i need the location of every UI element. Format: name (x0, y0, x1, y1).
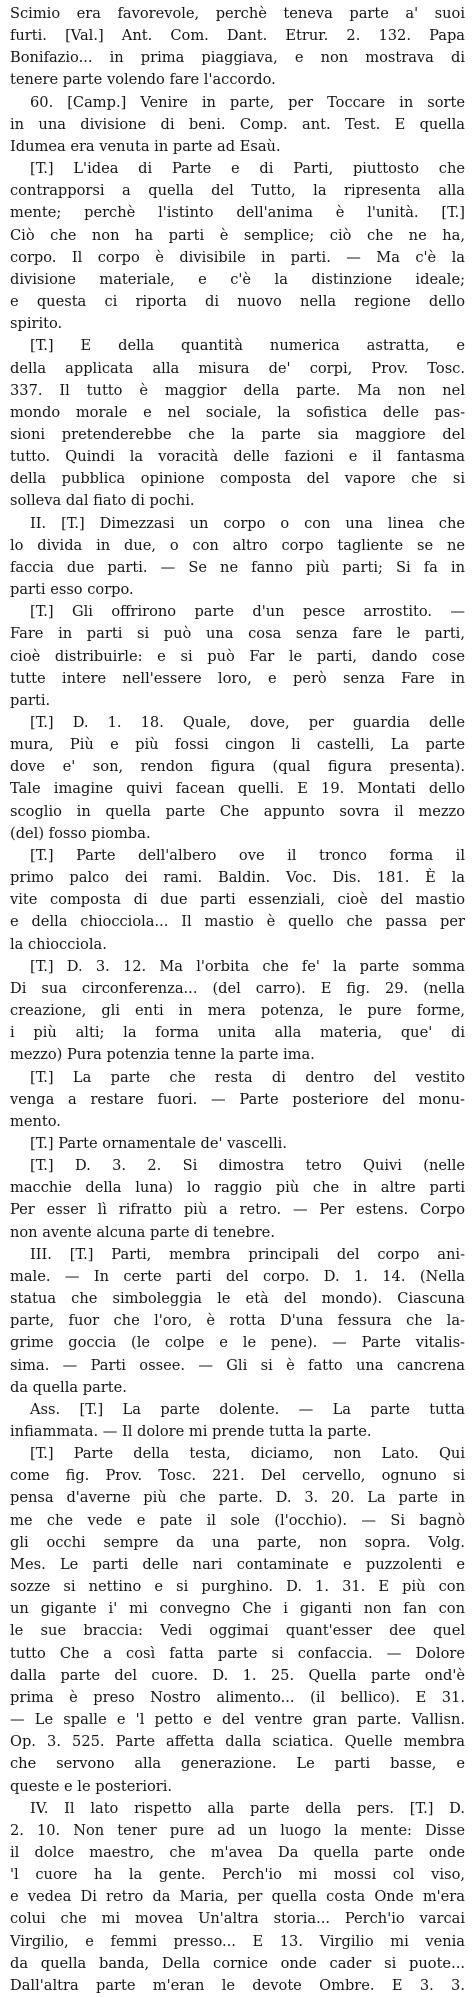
text-line: [T.] Parte della testa, diciamo, non Lato. Qui (30, 1445, 465, 1463)
text-line: macchie della luna) lo raggio più che in altre parti (10, 1179, 465, 1197)
text-line: parti esso corpo. (10, 581, 134, 599)
text-line: la chiocciola. (10, 935, 107, 953)
text-line: grime goccia (le colpe e le pene). — Parte vitalis- (10, 1334, 465, 1352)
text-line: creazione, gli enti in mera potenza, le pure forme, (10, 1002, 465, 1020)
text-line: che servono alla generazione. Le parti basse, e (10, 1755, 465, 1773)
text-line: e della chiocciola... Il mastio è quello che passa per (10, 913, 465, 931)
text-line: [T.] Parte ornamentale de' vascelli. (30, 1134, 287, 1152)
text-line: [T.] D. 3. 2. Si dimostra tetro Quivi (nelle (30, 1157, 465, 1175)
text-line: della pubblica opinione composta del vapore che si (10, 470, 465, 488)
text-line: spirito. (10, 315, 63, 333)
text-line: Tale imagine quivi facean quelli. E 19. Montati dello (10, 780, 465, 798)
text-line: il dolce maestro, che m'avea Da quella parte onde (10, 1843, 465, 1861)
text-line: [T.] La parte che resta di dentro del vestito (30, 1068, 465, 1086)
text-line: corpo. Il corpo è divisibile in parti. — Ma c'è la (10, 248, 465, 266)
text-line: [T.] D. 3. 12. Ma l'orbita che fe' la parte somma (30, 957, 465, 975)
text-line: Op. 3. 525. Parte affetta dalla sciatica. Quelle membra (10, 1733, 465, 1751)
text-line: sima. — Parti ossee. — Gli si è fatto una cancrena (10, 1356, 465, 1374)
text-line: solleva dal fiato di pochi. (10, 492, 195, 510)
text-line: mezzo) Pura potenzia tenne la parte ima. (10, 1046, 315, 1064)
text-line: e questa ci riporta di nuovo nella regione dello (10, 293, 465, 311)
text-line: Virgilio, e femmi presso... E 13. Virgilio mi venia (10, 1932, 465, 1950)
text-line: Ciò che non ha parti è semplice; ciò che ne ha, (10, 226, 465, 244)
text-line: tutte intere nell'essere loro, e però senza Fare in (10, 669, 465, 687)
text-line: come fig. Prov. Tosc. 221. Del cervello, ognuno si (10, 1467, 465, 1485)
text-line: II. [T.] Dimezzasi un corpo o con una linea che (30, 514, 465, 532)
text-line: infiammata. — Il dolore mi prende tutta la parte. (10, 1423, 372, 1440)
text-line: tutto Che a così fatta parte si confaccia. — Dolore (10, 1644, 465, 1662)
text-line: gli occhi sempre da una parte, non sopra. Volg. (10, 1533, 465, 1551)
text-line: i più alti; la forma unita alla materia, que' di (10, 1024, 465, 1042)
text-line: 337. Il tutto è maggior della parte. Ma non nel (10, 381, 465, 399)
text-line: me che vede e pate il sole (l'occhio). — Si bagnò (10, 1511, 465, 1529)
text-line: 'l cuore ha la gente. Perch'io mi mossi col viso, (10, 1866, 465, 1884)
text-line: venga a restare fuori. — Parte posteriore del monu- (10, 1090, 465, 1108)
text-line: mondo morale e nel sociale, la sofistica delle pas- (10, 403, 465, 421)
text-line: da quella banda, Della cornice onde cader si puote... (10, 1954, 465, 1972)
text-line: [T.] Parte dell'albero ove il tronco forma il (30, 846, 465, 864)
text-line: tutto. Quindi la voracità delle fazioni e il fantasma (10, 448, 465, 466)
text-line: furti. [Val.] Ant. Com. Dant. Etrur. 2. 132. Papa (10, 27, 465, 45)
text-line: statua che simboleggia le età del mondo). Ciascuna (10, 1290, 465, 1308)
text-line: cioè distribuirle: e si può Far le parti, dando cose (10, 647, 465, 665)
text-line: da quella parte. (10, 1378, 127, 1396)
text-line: [T.] Gli offrirono parte d'un pesce arrostito. — (30, 603, 465, 621)
text-line: pensa d'averne più che parte. D. 3. 20. La parte in (10, 1489, 465, 1507)
text-line: [T.] D. 1. 18. Quale, dove, per guardia delle (30, 714, 465, 731)
text-line: Per esser lì rifratto più a retro. — Per estens. Corpo (10, 1201, 465, 1219)
text-line: mura, Più e più fossi cingon li castelli, La parte (10, 736, 465, 754)
text-line: Bonifazio... in prima piaggiava, e non mostrava di (10, 49, 465, 67)
text-line: un gigante i' mi convegno Che i giganti non fan con (10, 1600, 465, 1618)
text-line: Di sua circonferenza... (del carro). E fig. 29. (nella (10, 979, 465, 997)
text-line: mente; perchè l'istinto dell'anima è l'unità. [T.] (10, 204, 465, 222)
text-line: (del) fosso piomba. (10, 824, 151, 842)
text-line: 60. [Camp.] Venire in parte, per Toccare in sorte (30, 93, 465, 111)
text-line: le sue braccia: Vedi oggimai quant'esser dee quel (10, 1622, 465, 1640)
text-line: — Le spalle e 'l petto e del ventre gran parte. Vallisn. (10, 1711, 465, 1729)
text-line: [T.] E della quantità numerica astratta, e (30, 337, 465, 355)
text-line: sioni pretenderebbe che la parte sia maggiore del (10, 425, 465, 443)
text-line: e vedea Di retro da Maria, per quella costa Onde m'era (10, 1888, 465, 1906)
text-line: Scimio era favorevole, perchè teneva parte a' suoi (10, 5, 465, 22)
text-line: parti. (10, 691, 51, 709)
text-line: dove e' son, rendon figura (qual figura presenta). (10, 758, 465, 776)
text-line: faccia due parti. — Se ne fanno più parti; Si fa in (10, 558, 465, 576)
text-line: Ass. [T.] La parte dolente. — La parte tutta (30, 1400, 465, 1418)
text-line: scoglio in quella parte Che appunto sovra il mezzo (10, 802, 465, 820)
text-line: mento. (10, 1112, 61, 1130)
text-line: Fare in parti si può una cosa senza fare le parti, (10, 625, 465, 643)
text-line: tenere parte volendo fare l'accordo. (10, 71, 276, 89)
text-line: vite composta di due parti essenziali, cioè del mastio (10, 891, 465, 909)
text-line: lo divida in due, o con altro corpo tagliente se ne (10, 536, 465, 554)
text-line: contrapporsi a quella del Tutto, la ripresenta alla (10, 182, 465, 200)
text-line: parte, fuor che l'oro, è rotta D'una fessura che la- (10, 1312, 465, 1330)
text-line: Idumea era venuta in parte ad Esaù. (10, 137, 281, 155)
text-line: 2. 10. Non tener pure ad un luogo la mente: Disse (10, 1821, 465, 1839)
text-line: primo palco dei rami. Baldin. Voc. Dis. 181. È la (10, 869, 465, 887)
text-line: queste e le posteriori. (10, 1777, 173, 1795)
text-line: non avente alcuna parte di tenebre. (10, 1223, 275, 1241)
text-line: divisione materiale, e c'è la distinzione ideale; (10, 270, 465, 288)
text-line: sozze si nettino e si purghino. D. 1. 31. E più con (10, 1578, 465, 1596)
text-line: Dall'altra parte m'eran le devote Ombre. E 3. 3. (10, 1976, 465, 1994)
text-line: III. [T.] Parti, membra principali del corpo ani- (30, 1245, 465, 1263)
text-line: prima è preso Nostro alimento... (il bellico). E 31. (10, 1688, 465, 1706)
text-line: in una divisione di beni. Comp. ant. Test. E quella (10, 115, 465, 133)
text-line: Mes. Le parti delle nari contaminate e puzzolenti e (10, 1555, 465, 1573)
text-line: colui che mi movea Un'altra storia... Perch'io varcai (10, 1910, 465, 1928)
text-line: [T.] L'idea di Parte e di Parti, piuttosto che (30, 160, 465, 178)
text-line: dalla parte del cuore. D. 1. 25. Quella parte ond'è (10, 1666, 465, 1684)
text-line: IV. Il lato rispetto alla parte della pers. [T.] D. (30, 1799, 465, 1817)
text-line: male. — In certe parti del corpo. D. 1. 14. (Nella (10, 1267, 465, 1285)
text-line: della applicata alla misura de' corpi, Prov. Tosc. (10, 359, 465, 377)
